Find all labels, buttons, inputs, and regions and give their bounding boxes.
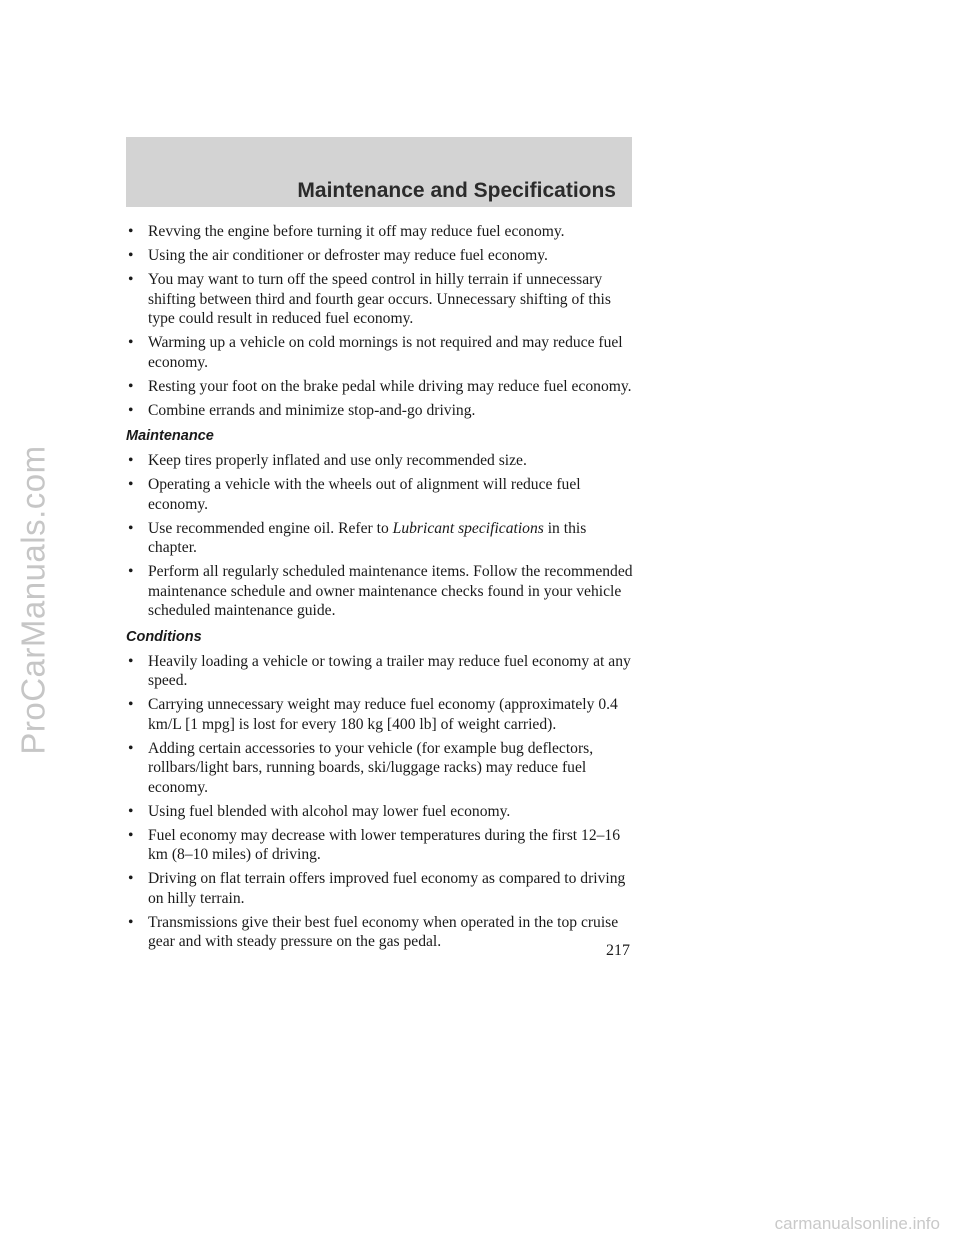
bullet-icon: • — [128, 826, 134, 844]
bullet-icon: • — [128, 271, 134, 288]
list-item: • Operating a vehicle with the wheels out of alignment will reduce fuel economy. — [128, 476, 581, 513]
list-item: • Carrying unnecessary weight may reduce fuel economy (approximately 0.4 km/L [1 mpg] is lost for every 180 kg [400 lb] of weight carried). — [128, 696, 618, 733]
bullet-icon: • — [128, 563, 134, 580]
bullet-icon: • — [128, 247, 134, 264]
maintenance-heading: Maintenance — [126, 428, 214, 444]
list-item: • Fuel economy may decrease with lower temperatures during the first 12–16 km (8–10 miles) of driving. — [128, 826, 621, 863]
intro-bullet-list — [126, 222, 636, 420]
bullet-icon: • — [128, 223, 134, 240]
section-header-band — [126, 137, 632, 207]
list-item: • Warming up a vehicle on cold mornings is not required and may reduce fuel economy. — [128, 334, 623, 371]
bullet-icon: • — [128, 334, 134, 351]
bullet-icon: • — [128, 802, 134, 820]
list-item: • Keep tires properly inflated and use only recommended size. — [128, 452, 527, 469]
page-number: 217 — [606, 942, 630, 959]
list-item: • You may want to turn off the speed control in hilly terrain if unnecessary shifting between third and fourth gear occurs. Unnecessary shifting of this type could result in reduced fuel economy. — [128, 271, 611, 327]
bullet-icon: • — [128, 696, 134, 713]
bullet-icon: • — [128, 913, 134, 931]
bullet-icon: • — [128, 377, 134, 395]
list-item: • Perform all regularly scheduled maintenance items. Follow the recommended maintenance schedule and owner maintenance checks found in your vehicle scheduled maintenance guide. — [128, 563, 633, 619]
watermark-text: ProCarManuals.com — [15, 445, 52, 755]
list-item: • Transmissions give their best fuel economy when operated in the top cruise gear and with steady pressure on the gas pedal. — [128, 913, 619, 950]
conditions-heading: Conditions — [126, 628, 202, 645]
maintenance-bullet-list — [126, 451, 636, 621]
page-content — [126, 222, 636, 956]
bullet-icon: • — [128, 401, 134, 419]
list-item: • Revving the engine before turning it off may reduce fuel economy. — [128, 223, 565, 240]
section-title: Maintenance and Specifications — [297, 179, 616, 202]
list-item: • Use recommended engine oil. Refer to Lubricant specifications in this chapter. — [128, 519, 587, 556]
side-watermark — [6, 300, 62, 900]
list-item: • Driving on flat terrain offers improved fuel economy as compared to driving on hilly terrain. — [128, 870, 626, 907]
list-item: • Resting your foot on the brake pedal while driving may reduce fuel economy. — [128, 377, 632, 395]
bullet-icon: • — [128, 739, 134, 757]
cross-reference-link[interactable]: Lubricant specifications — [392, 519, 544, 537]
list-item: • Using fuel blended with alcohol may lower fuel economy. — [128, 802, 511, 820]
bullet-icon: • — [128, 870, 134, 887]
conditions-bullet-list — [126, 652, 636, 952]
bullet-icon: • — [128, 476, 134, 493]
footer-watermark: carmanualsonline.info — [774, 1214, 940, 1233]
list-item: • Heavily loading a vehicle or towing a trailer may reduce fuel economy at any speed. — [128, 652, 631, 689]
bullet-icon: • — [128, 519, 134, 537]
list-item: • Combine errands and minimize stop-and-go driving. — [128, 401, 476, 419]
list-item: • Adding certain accessories to your vehicle (for example bug deflectors, rollbars/light bars, running boards, ski/luggage racks) may reduce fuel economy. — [128, 739, 594, 796]
list-item: • Using the air conditioner or defroster may reduce fuel economy. — [128, 247, 548, 264]
bullet-icon: • — [128, 452, 134, 469]
bullet-icon: • — [128, 652, 134, 670]
